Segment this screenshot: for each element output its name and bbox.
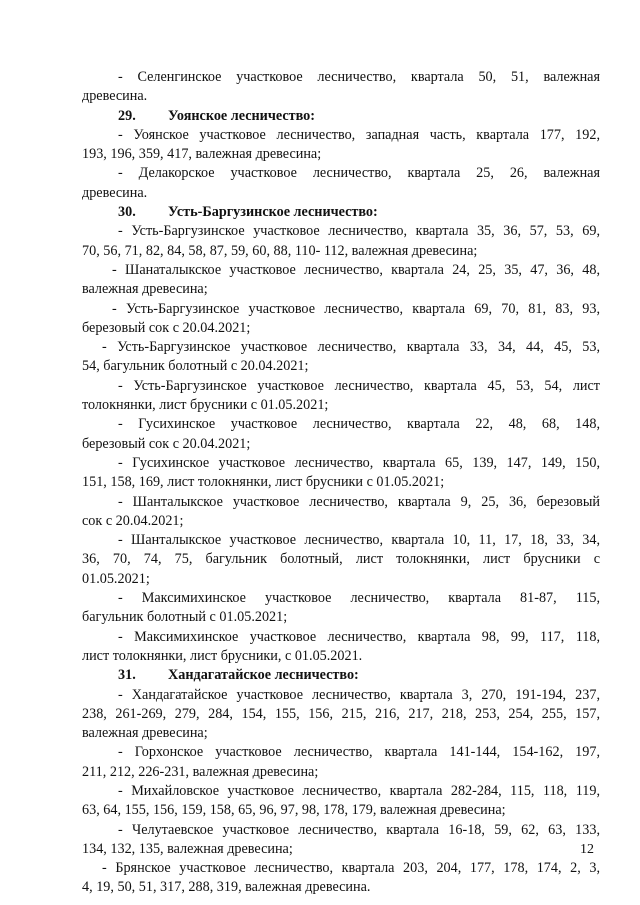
paragraph-line: валежная древесина; [82,281,208,298]
page-number: 12 [580,842,594,857]
paragraph-line: 01.05.2021; [82,570,150,587]
paragraph-line: - Шанталыкское участковое лесничество, квартала 9, 25, 36, березовый [118,493,600,510]
paragraph-line: - Делакорское участковое лесничество, квартала 25, 26, валежная [118,165,600,182]
paragraph-line: 151, 158, 169, лист толокнянки, лист брусники с 01.05.2021; [82,474,445,491]
paragraph-line: - Шанталыкское участковое лесничество, квартала 10, 11, 17, 18, 33, 34, [118,532,600,549]
section-number: 30. [118,204,136,221]
paragraph-line: - Гусихинское участковое лесничество, квартала 22, 48, 68, 148, [118,416,600,433]
paragraph-line: 193, 196, 359, 417, валежная древесина; [82,146,322,163]
paragraph-line: толокнянки, лист брусники с 01.05.2021; [82,397,329,414]
paragraph-line: - Усть-Баргузинское участковое лесничество, квартала 33, 34, 44, 45, 53, [102,339,600,356]
paragraph-line: сок с 20.04.2021; [82,512,184,529]
paragraph-line: 238, 261-269, 279, 284, 154, 155, 156, 215, 216, 217, 218, 253, 254, 255, 157, [82,705,600,722]
paragraph-line: 4, 19, 50, 51, 317, 288, 319, валежная древесина. [82,879,371,896]
paragraph-line: - Уоянское участковое лесничество, западная часть, квартала 177, 192, [118,126,600,143]
paragraph-line: - Максимихинское участковое лесничество, квартала 81-87, 115, [118,590,600,607]
paragraph-line: 36, 70, 74, 75, багульник болотный, лист толокнянки, лист брусники с [82,551,600,568]
paragraph-line: - Усть-Баргузинское участковое лесничество, квартала 45, 53, 54, лист [118,377,600,394]
paragraph-line: - Селенгинское участковое лесничество, квартала 50, 51, валежная [118,69,600,85]
paragraph-line: 134, 132, 135, валежная древесина; [82,840,293,857]
paragraph-line: древесина. [82,88,148,105]
paragraph-line: - Челутаевское участковое лесничество, квартала 16-18, 59, 62, 63, 133, [118,821,600,838]
paragraph-line: багульник болотный с 01.05.2021; [82,609,288,626]
section-title: Усть-Баргузинское лесничество: [168,204,378,221]
paragraph-line: древесина. [82,184,148,201]
section-title: Уоянское лесничество: [168,107,315,124]
paragraph-line: - Михайловское участковое лесничество, квартала 282-284, 115, 118, 119, [118,782,600,799]
paragraph-line: 70, 56, 71, 82, 84, 58, 87, 59, 60, 88, 110- 112, валежная древесина; [82,242,478,259]
paragraph-line: - Гусихинское участковое лесничество, квартала 65, 139, 147, 149, 150, [118,454,600,471]
paragraph-line: - Горхонское участковое лесничество, квартала 141-144, 154-162, 197, [118,744,600,761]
paragraph-line: 211, 212, 226-231, валежная древесина; [82,763,319,780]
section-heading [82,107,600,126]
paragraph-line: березовый сок с 20.04.2021; [82,435,251,452]
document-page [82,68,600,898]
paragraph-line: - Брянское участковое лесничество, квартала 203, 204, 177, 178, 174, 2, 3, [102,860,600,877]
paragraph-line: - Максимихинское участковое лесничество, квартала 98, 99, 117, 118, [118,628,600,645]
paragraph-line: 54, багульник болотный с 20.04.2021; [82,358,309,375]
section-heading [82,666,600,685]
section-number: 31. [118,667,136,684]
section-heading [82,203,600,222]
section-number: 29. [118,107,136,124]
section-title: Хандагатайское лесничество: [168,667,359,684]
paragraph-line: 63, 64, 155, 156, 159, 158, 65, 96, 97, 98, 178, 179, валежная древесина; [82,802,506,819]
paragraph-line: - Шанаталыкское участковое лесничество, квартала 24, 25, 35, 47, 36, 48, [112,261,600,278]
paragraph-line: березовый сок с 20.04.2021; [82,319,251,336]
paragraph-line: - Хандагатайское участковое лесничество, квартала 3, 270, 191-194, 237, [118,686,600,703]
paragraph-line: валежная древесина; [82,725,208,742]
paragraph-line: - Усть-Баргузинское участковое лесничество, квартала 35, 36, 57, 53, 69, [118,223,600,240]
paragraph-line: - Усть-Баргузинское участковое лесничество, квартала 69, 70, 81, 83, 93, [112,300,600,317]
paragraph-line: лист толокнянки, лист брусники, с 01.05.2021. [82,647,363,664]
